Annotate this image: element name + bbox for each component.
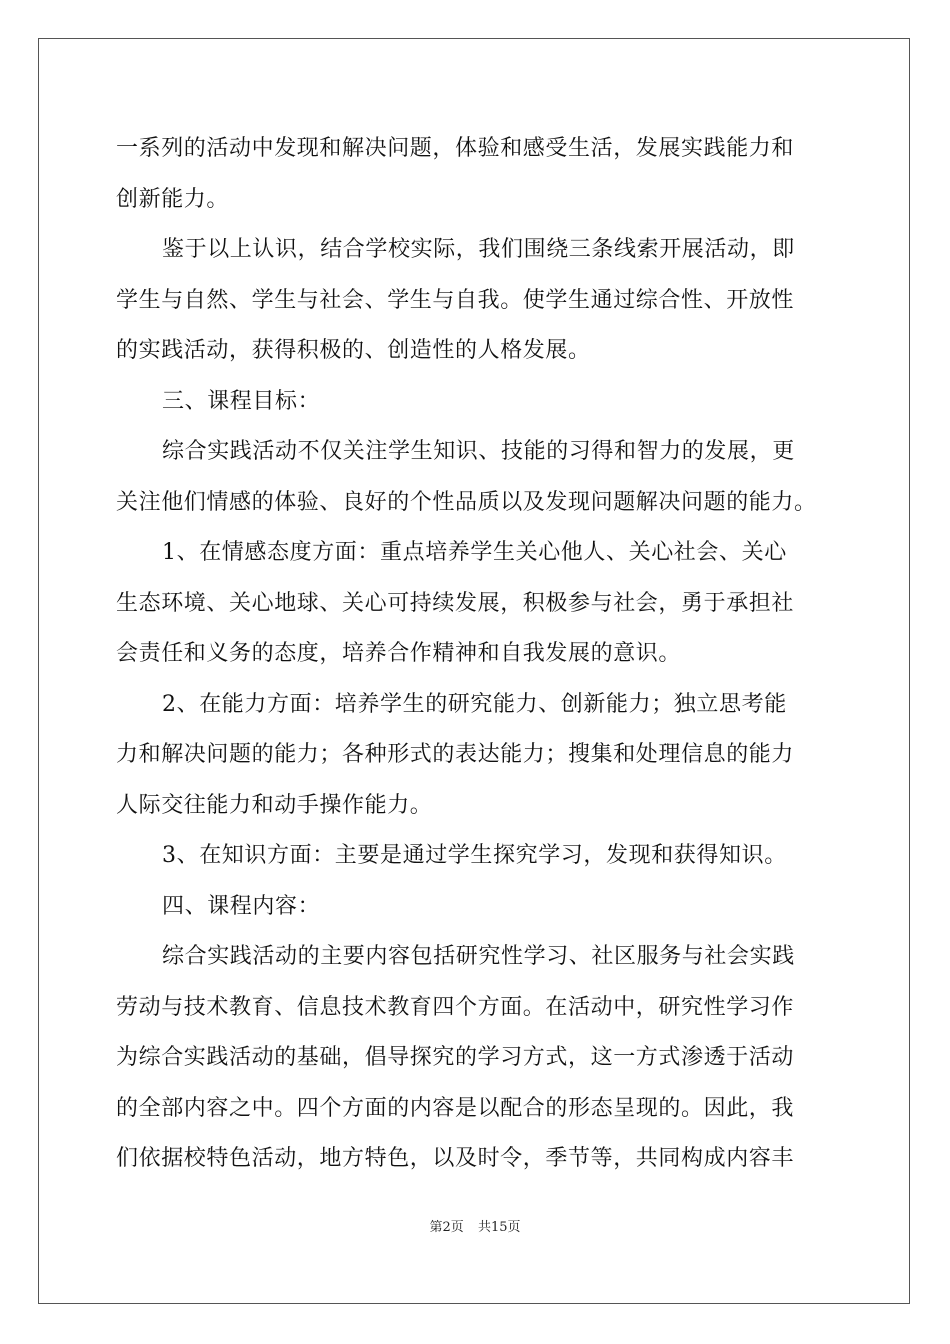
text-line: 劳动与技术教育、信息技术教育四个方面。在活动中，研究性学习作 bbox=[116, 994, 795, 1020]
page-total: 共15页 bbox=[477, 1220, 521, 1235]
paragraph-start: 鉴于以上认识，结合学校实际，我们围绕三条线索开展活动，即 bbox=[162, 237, 795, 262]
text-line: 一系列的活动中发现和解决问题，体验和感受生活，发展实践能力和 bbox=[116, 136, 795, 161]
page-footer bbox=[0, 1216, 950, 1235]
page-number: 第2页 bbox=[429, 1220, 464, 1235]
document-body bbox=[116, 124, 848, 1185]
text-line: 为综合实践活动的基础，倡导探究的学习方式，这一方式渗透于活动 bbox=[116, 1045, 795, 1070]
text-line: 创新能力。 bbox=[116, 186, 230, 212]
section-heading: 三、课程目标： bbox=[162, 388, 321, 414]
text-line: 的实践活动，获得积极的、创造性的人格发展。 bbox=[116, 338, 591, 363]
text-line: 关注他们情感的体验、良好的个性品质以及发现问题解决问题的能力。 bbox=[116, 489, 817, 515]
paragraph-start: 综合实践活动不仅关注学生知识、技能的习得和智力的发展，更 bbox=[162, 439, 795, 464]
text-line: 的全部内容之中。四个方面的内容是以配合的形态呈现的。因此，我 bbox=[116, 1095, 795, 1121]
paragraph-start: 3、在知识方面：主要是通过学生探究学习，发现和获得知识。 bbox=[162, 843, 787, 868]
text-line: 力和解决问题的能力；各种形式的表达能力；搜集和处理信息的能力 bbox=[116, 742, 795, 767]
text-line: 学生与自然、学生与社会、学生与自我。使学生通过综合性、开放性 bbox=[116, 287, 795, 313]
text-line: 们依据校特色活动，地方特色，以及时令，季节等，共同构成内容丰 bbox=[116, 1146, 795, 1171]
text-line: 会责任和义务的态度，培养合作精神和自我发展的意识。 bbox=[116, 641, 682, 666]
paragraph-start: 综合实践活动的主要内容包括研究性学习、社区服务与社会实践 bbox=[162, 944, 795, 969]
paragraph-start: 1、在情感态度方面：重点培养学生关心他人、关心社会、关心 bbox=[162, 540, 787, 565]
paragraph-start: 2、在能力方面：培养学生的研究能力、创新能力；独立思考能 bbox=[162, 691, 787, 717]
text-line: 生态环境、关心地球、关心可持续发展，积极参与社会，勇于承担社 bbox=[116, 590, 795, 616]
section-heading: 四、课程内容： bbox=[162, 893, 321, 919]
text-line: 人际交往能力和动手操作能力。 bbox=[116, 792, 433, 818]
